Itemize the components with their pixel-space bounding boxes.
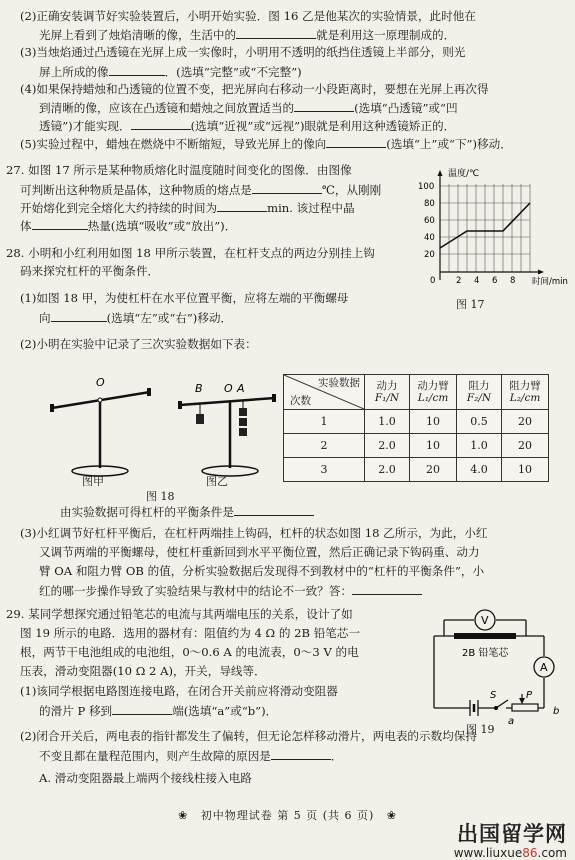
answer-blank[interactable] [271, 748, 331, 760]
x-tick: 8 [510, 276, 516, 286]
answer-blank[interactable] [236, 27, 316, 39]
voltmeter-label: V [481, 614, 489, 627]
q29-line2: 图 19 所示的电路．选用的器材有：阻值约为 4 Ω 的 2B 铅笔芯一 [20, 626, 361, 640]
rheostat-icon [512, 704, 538, 711]
watermark-url[interactable]: www.liuxue86.com [453, 846, 567, 860]
label-o: O [224, 382, 233, 395]
answer-blank[interactable] [112, 703, 172, 715]
answer-blank[interactable] [109, 64, 165, 76]
col-header: 动力 F₁/N [365, 375, 410, 410]
switch-label: S [490, 690, 497, 701]
label-o: O [96, 376, 105, 389]
q28-3-line2: 又调节两端的平衡螺母，使杠杆重新回到水平平衡位置，然后正确记录下钩码重、动力 [39, 545, 480, 559]
fig19-circuit [426, 606, 571, 736]
q28-1-line2: 向 (选填“左”或“右”)移动． [39, 311, 233, 325]
hook-weight [239, 418, 247, 426]
lever-a [50, 376, 151, 476]
end-b-label: b [553, 706, 560, 717]
q28-2-line: (2)小明在实验中记录了三次实验数据如下表： [20, 337, 257, 351]
watermark-site-name: 出国留学网 [457, 822, 567, 846]
q26-2-line2: 光屏上看到了烛焰清晰的像，生活中的 就是利用这一原理制成的． [39, 28, 456, 42]
slider-label: P [526, 690, 533, 701]
fig17-y-label: 温度/℃ [448, 169, 480, 179]
table-row: 3 2.0 20 4.0 10 [284, 458, 549, 482]
fig17-graph [418, 164, 573, 296]
q27-line3: 开始熔化到完全熔化大约持续的时间为 min. 该过程中晶 [20, 201, 355, 215]
col-header: 动力臂 L₁/cm [410, 375, 457, 410]
q27-line4: 体 热量(选填“吸收”或“放出”)． [20, 219, 237, 233]
col-header: 阻力 F₂/N [457, 375, 502, 410]
q29-2-line2: 不变且都在量程范围内，则产生故障的原因是 ． [39, 749, 343, 763]
q29-line1: 29. 某同学想探究通过铅笔芯的电流与其两端电压的关系，设计了如 [6, 607, 353, 621]
q28-line1: 28. 小明和小红利用如图 18 甲所示装置，在杠杆支点的两边分别挂上钩 [6, 246, 375, 260]
table-row: 1 1.0 10 0.5 20 [284, 410, 549, 434]
answer-blank[interactable] [252, 182, 322, 194]
fig17-x-label: 时间/min [532, 277, 568, 287]
footer-ornament-icon: ❀ [178, 809, 189, 822]
q29-1-line1: (1)该同学根据电路图连接电路，在闭合开关前应将滑动变阻器 [20, 684, 338, 698]
q26-4-line2: 到清晰的像，应该在凸透镜和蜡烛之间放置适当的 (选填“凸透镜”或“凹 [39, 101, 458, 115]
q29-line3: 根，两节干电池组成的电池组，0～0.6 A 的电流表，0～3 V 的电 [20, 645, 359, 659]
table-corner-cell: 实验数据 次数 [284, 375, 365, 410]
q27-line1: 27. 如图 17 所示是某种物质熔化时温度随时间变化的图像．由图像 [6, 163, 352, 177]
footer-text: 初中物理试卷 第 5 页 (共 6 页) [200, 809, 375, 822]
lever-b [178, 382, 276, 476]
x-tick: 6 [492, 276, 498, 286]
answer-blank[interactable] [51, 310, 107, 322]
q26-3-line2: 屏上所成的像 ．(选填“完整”或“不完整”) [39, 65, 302, 79]
answer-blank[interactable] [234, 504, 314, 516]
answer-blank[interactable] [352, 583, 422, 595]
q29-2-line1: (2)闭合开关后，两电表的指针都发生了偏转，但无论怎样移动滑片，两电表的示数均保持 [20, 729, 477, 743]
q26-4-line3: 透镜”)才能实现． (选填“近视”或“远视”)眼就是利用这种透镜矫正的． [39, 119, 456, 133]
q26-3-line1: (3)当烛焰通过凸透镜在光屏上成一实像时，小明用不透明的纸挡住透镜上半部分，则光 [20, 45, 466, 59]
answer-blank[interactable] [131, 118, 191, 130]
q26-4-line1: (4)如果保持蜡烛和凸透镜的位置不变，把光屏向右移动一小段距离时，要想在光屏上再次得 [20, 82, 489, 96]
answer-blank[interactable] [32, 218, 88, 230]
answer-blank[interactable] [294, 100, 354, 112]
q26-5-line: (5)实验过程中，蜡烛在燃烧中不断缩短，导致光屏上的像向 (选填“上”或“下”)移动． [20, 137, 512, 151]
fig18-caption: 图 18 [146, 490, 175, 503]
q28-3-line4: 红的哪一步操作导致了实验结果与教材中的结论不一致？答： [39, 583, 422, 598]
col-header: 阻力臂 L₂/cm [502, 375, 549, 410]
q29-line4: 压表，滑动变阻器(10 Ω 2 A)，开关，导线等． [20, 664, 266, 678]
q29-option-a: A. 滑动变阻器最上端两个接线柱接入电路 [39, 771, 252, 785]
q26-2-line1: (2)正确安装调节好实验装置后，小明开始实验．图 16 乙是他某次的实验情景，此时他在 [20, 9, 476, 23]
lever-data-table [283, 374, 549, 482]
pencil-label: 2B 铅笔芯 [462, 648, 509, 659]
hook-weight [239, 428, 247, 436]
q28-3-line3: 臂 OA 和阻力臂 OB 的值，分析实验数据后发现得不到教材中的“杠杆的平衡条件”，小 [39, 564, 485, 578]
switch-icon [495, 700, 509, 710]
answer-blank[interactable] [217, 200, 267, 212]
x-tick: 0 [430, 276, 436, 286]
pencil-lead [454, 633, 516, 639]
fig18-sub-a: 图甲 [82, 475, 104, 488]
q27-line2: 可判断出这种物质是晶体，这种物质的熔点是 ℃，从刚刚 [20, 183, 382, 197]
fig19-caption: 图 19 [466, 723, 495, 736]
y-tick: 40 [424, 233, 435, 243]
y-tick: 60 [424, 216, 435, 226]
fig18-sub-b: 图乙 [206, 475, 228, 488]
x-tick: 4 [474, 276, 480, 286]
ammeter-label: A [540, 661, 548, 674]
label-b: B [195, 382, 203, 395]
footer-ornament-icon: ❀ [386, 809, 397, 822]
q28-3-line1: (3)小红调节好杠杆平衡后，在杠杆两端挂上钩码，杠杆的状态如图 18 乙所示，为此，小红 [20, 526, 488, 540]
answer-blank[interactable] [326, 136, 386, 148]
end-a-label: a [508, 716, 515, 727]
x-tick: 2 [456, 276, 462, 286]
q28-line2: 码来探究杠杆的平衡条件． [20, 264, 160, 278]
fig17-caption: 图 17 [456, 298, 485, 311]
q28-2-result-line: 由实验数据可得杠杆的平衡条件是 [60, 504, 314, 519]
q28-1-line1: (1)如图 18 甲，为使杠杆在水平位置平衡，应将左端的平衡螺母 [20, 291, 349, 305]
label-a: A [237, 382, 245, 395]
y-tick: 80 [424, 199, 435, 209]
y-tick: 100 [418, 182, 435, 192]
hook-weight [196, 414, 204, 424]
battery-icon [470, 700, 478, 716]
hook-weight [239, 408, 247, 416]
fig18-lever-figures [40, 370, 280, 490]
q29-1-line2: 的滑片 P 移到 端(选填“a”或“b”)． [39, 704, 278, 718]
table-row: 2 2.0 10 1.0 20 [284, 434, 549, 458]
site-watermark [454, 818, 567, 860]
y-tick: 20 [424, 250, 435, 260]
